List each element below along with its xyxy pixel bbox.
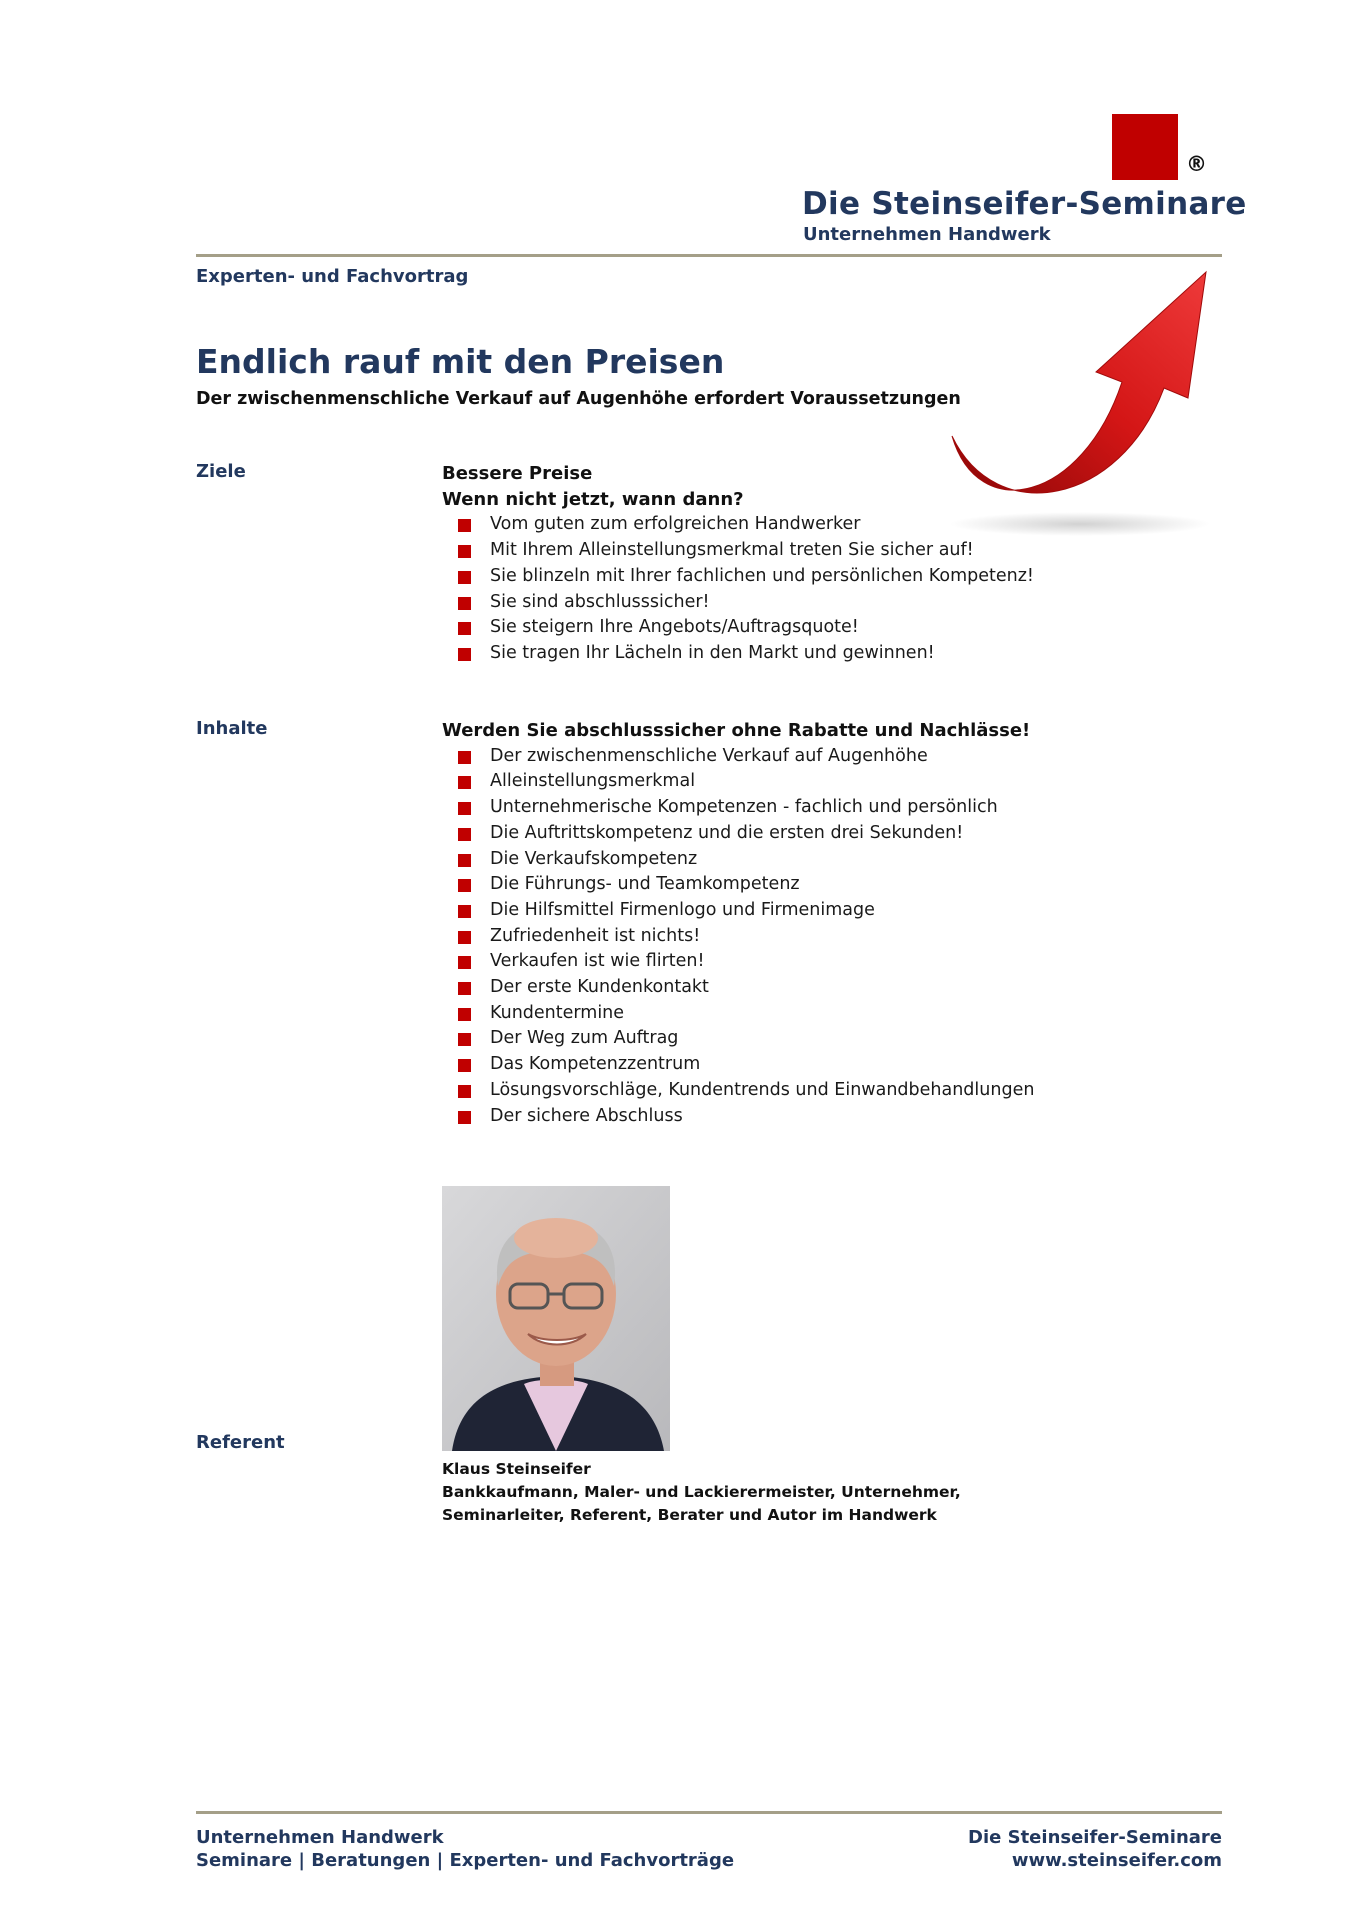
bullet-square-icon xyxy=(458,622,471,635)
bullet-square-icon xyxy=(458,982,471,995)
list-item: Der sichere Abschluss xyxy=(442,1104,1034,1130)
brand-tagline: Unternehmen Handwerk xyxy=(803,224,1051,245)
list-item: Sie steigern Ihre Angebots/Auftragsquote! xyxy=(442,615,1034,641)
bullet-square-icon xyxy=(458,1008,471,1021)
bullet-square-icon xyxy=(458,956,471,969)
list-item: Mit Ihrem Alleinstellungsmerkmal treten Sie sicher auf! xyxy=(442,538,1034,564)
footer-right-line-1: Die Steinseifer-Seminare xyxy=(968,1827,1222,1848)
bullet-square-icon xyxy=(458,648,471,661)
bullet-square-icon xyxy=(458,879,471,892)
list-item: Verkaufen ist wie flirten! xyxy=(442,949,1034,975)
bullet-square-icon xyxy=(458,571,471,584)
inhalte-content xyxy=(442,718,1034,1129)
bullet-square-icon xyxy=(458,597,471,610)
list-item: Unternehmerische Kompetenzen - fachlich und persönlich xyxy=(442,795,1034,821)
list-item: Der Weg zum Auftrag xyxy=(442,1026,1034,1052)
ziele-list xyxy=(442,512,1034,666)
bullet-square-icon xyxy=(458,854,471,867)
bullet-square-icon xyxy=(458,519,471,532)
list-item: Vom guten zum erfolgreichen Handwerker xyxy=(442,512,1034,538)
list-item: Die Führungs- und Teamkompetenz xyxy=(442,872,1034,898)
list-item: Sie tragen Ihr Lächeln in den Markt und gewinnen! xyxy=(442,641,1034,667)
ziele-content xyxy=(442,461,1034,667)
logo-square xyxy=(1112,114,1178,180)
footer-left-line-2: Seminare | Beratungen | Experten- und Fachvorträge xyxy=(196,1850,735,1871)
portrait-image xyxy=(442,1186,670,1451)
list-item: Die Verkaufskompetenz xyxy=(442,847,1034,873)
registered-mark: ® xyxy=(1186,152,1207,176)
footer-right xyxy=(968,1826,1222,1872)
ziele-heading-2: Wenn nicht jetzt, wann dann? xyxy=(442,488,744,510)
bullet-square-icon xyxy=(458,776,471,789)
referent-description-line-1: Bankkaufmann, Maler- und Lackierermeister, Unternehmer, xyxy=(442,1483,961,1501)
section-label-inhalte: Inhalte xyxy=(196,718,268,739)
header-divider xyxy=(196,254,1222,257)
section-label-referent: Referent xyxy=(196,1432,285,1453)
list-item: Lösungsvorschläge, Kundentrends und Einwandbehandlungen xyxy=(442,1078,1034,1104)
referent-name: Klaus Steinseifer xyxy=(442,1460,591,1478)
footer-left xyxy=(196,1826,734,1872)
footer-divider xyxy=(196,1811,1222,1814)
list-item: Kundentermine xyxy=(442,1001,1034,1027)
list-item: Die Hilfsmittel Firmenlogo und Firmenimage xyxy=(442,898,1034,924)
bullet-square-icon xyxy=(458,828,471,841)
ziele-heading-1: Bessere Preise xyxy=(442,463,593,484)
referent-caption xyxy=(442,1458,961,1527)
list-item: Der zwischenmenschliche Verkauf auf Augenhöhe xyxy=(442,744,1034,770)
bullet-square-icon xyxy=(458,1085,471,1098)
referent-photo xyxy=(442,1186,670,1451)
bullet-square-icon xyxy=(458,931,471,944)
bullet-square-icon xyxy=(458,802,471,815)
arrow-shape xyxy=(952,272,1206,493)
list-item: Die Auftrittskompetenz und die ersten drei Sekunden! xyxy=(442,821,1034,847)
footer-website: www.steinseifer.com xyxy=(1011,1850,1222,1871)
list-item: Sie sind abschlusssicher! xyxy=(442,590,1034,616)
bullet-square-icon xyxy=(458,1059,471,1072)
bullet-square-icon xyxy=(458,545,471,558)
bullet-square-icon xyxy=(458,905,471,918)
list-item: Alleinstellungsmerkmal xyxy=(442,769,1034,795)
bullet-square-icon xyxy=(458,1033,471,1046)
bullet-square-icon xyxy=(458,751,471,764)
brand-name: Die Steinseifer-Seminare xyxy=(802,186,1247,222)
inhalte-heading: Werden Sie abschlusssicher ohne Rabatte und Nachlässe! xyxy=(442,720,1031,741)
list-item: Zufriedenheit ist nichts! xyxy=(442,924,1034,950)
list-item: Das Kompetenzzentrum xyxy=(442,1052,1034,1078)
footer-left-line-1: Unternehmen Handwerk xyxy=(196,1827,444,1848)
category-label: Experten- und Fachvortrag xyxy=(196,266,469,287)
list-item: Sie blinzeln mit Ihrer fachlichen und persönlichen Kompetenz! xyxy=(442,564,1034,590)
section-label-ziele: Ziele xyxy=(196,461,246,482)
page-title: Endlich rauf mit den Preisen xyxy=(196,342,725,381)
page-subtitle: Der zwischenmenschliche Verkauf auf Augenhöhe erfordert Voraussetzungen xyxy=(196,389,961,409)
bullet-square-icon xyxy=(458,1111,471,1124)
referent-description-line-2: Seminarleiter, Referent, Berater und Autor im Handwerk xyxy=(442,1506,937,1524)
list-item: Der erste Kundenkontakt xyxy=(442,975,1034,1001)
inhalte-list xyxy=(442,744,1034,1130)
